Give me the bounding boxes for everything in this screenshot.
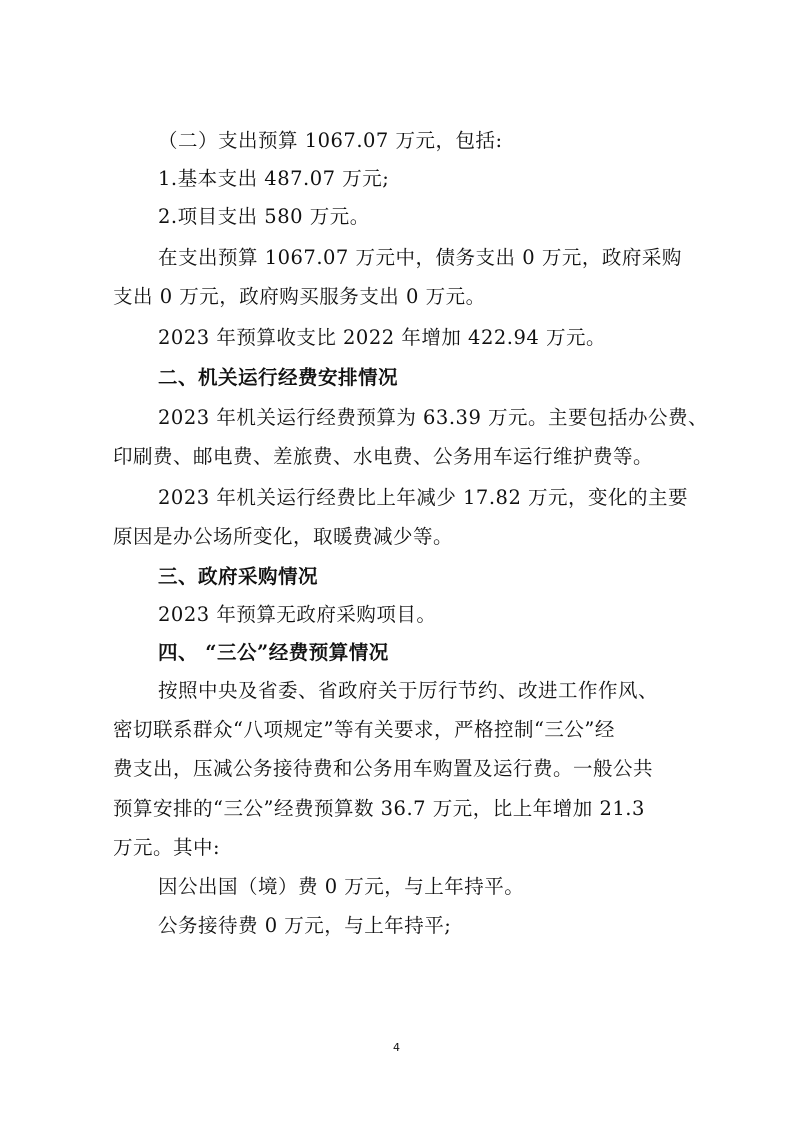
page-number: 4 <box>393 1041 400 1054</box>
text-line-among-them: 万元。其中: <box>113 836 221 859</box>
text-line-operating-change: 2023 年机关运行经费比上年减少 17.82 万元，变化的主要 <box>158 486 689 509</box>
text-line-official-reception: 公务接待费 0 万元，与上年持平; <box>158 914 452 937</box>
section-heading-operating-costs: 二、机关运行经费安排情况 <box>158 366 399 389</box>
text-line-overseas-travel: 因公出国（境）费 0 万元，与上年持平。 <box>158 875 525 898</box>
text-line-budget-comparison: 2023 年预算收支比 2022 年增加 422.94 万元。 <box>158 326 606 349</box>
text-line-expenditure-budget: （二）支出预算 1067.07 万元，包括: <box>158 129 503 152</box>
text-line-procurement-expenditure: 支出 0 万元，政府购买服务支出 0 万元。 <box>113 285 486 308</box>
section-heading-procurement: 三、政府采购情况 <box>158 565 319 588</box>
text-line-frugality-requirements: 按照中央及省委、省政府关于厉行节约、改进工作作风、 <box>158 679 659 702</box>
text-line-three-public-budget: 预算安排的“三公”经费预算数 36.7 万元，比上年增加 21.3 <box>113 797 645 820</box>
text-line-basic-expenditure: 1.基本支出 487.07 万元; <box>158 167 390 190</box>
text-line-reduce-expenses: 费支出，压减公务接待费和公务用车购置及运行费。一般公共 <box>113 757 654 780</box>
text-line-eight-rules: 密切联系群众“八项规定”等有关要求，严格控制“三公”经 <box>113 718 615 741</box>
text-line-debt-expenditure: 在支出预算 1067.07 万元中，债务支出 0 万元，政府采购 <box>158 246 682 269</box>
text-line-operating-items: 印刷费、邮电费、差旅费、水电费、公务用车运行维护费等。 <box>113 445 654 468</box>
section-heading-three-public-expenses: 四、 “三公”经费预算情况 <box>158 641 389 664</box>
text-line-operating-budget: 2023 年机关运行经费预算为 63.39 万元。主要包括办公费、 <box>158 406 709 429</box>
text-line-operating-reason: 原因是办公场所变化，取暖费减少等。 <box>113 525 454 548</box>
text-line-no-procurement: 2023 年预算无政府采购项目。 <box>158 603 437 626</box>
text-line-project-expenditure: 2.项目支出 580 万元。 <box>158 205 370 228</box>
